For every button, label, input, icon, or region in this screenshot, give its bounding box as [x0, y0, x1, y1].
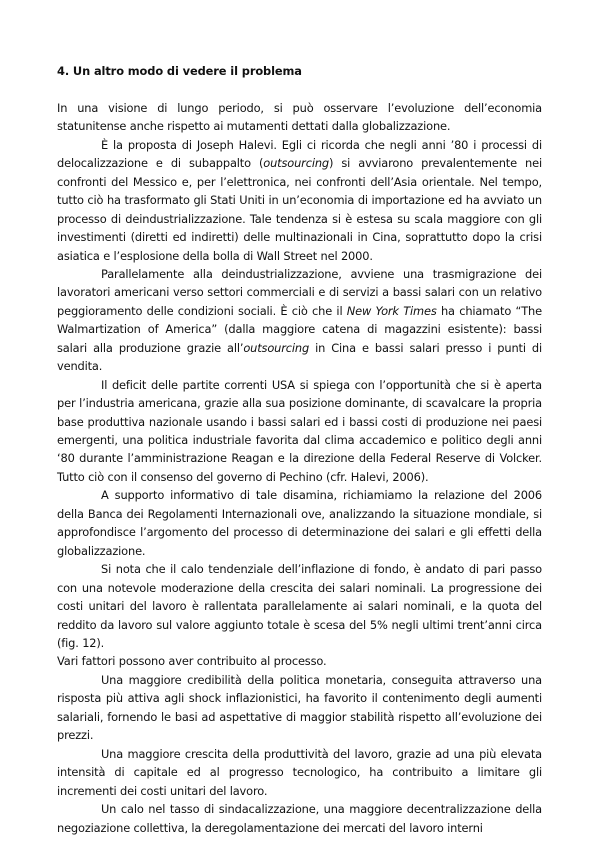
italic-term: outsourcing: [243, 340, 310, 355]
paragraph-text: ) si avviarono prevalentemente nei confronti del Messico e, per l’elettronica, nei confronti dell’Asia orientale. Nel tempo, tutto ciò ha trasformato gli Stati Uniti in un’economia di importazione ed ha avviato un processo di deindustrializzazione. Tale tendenza si è estesa su scala maggiore con gli investimenti (diretti ed indiretti) delle multinazionali in Cina, soprattutto dopo la crisi asiatica e l’esplosione della bolla di Wall Street nel 2000.: [57, 156, 542, 263]
section-title: 4. Un altro modo di vedere il problema: [57, 64, 302, 78]
document-body: [57, 62, 542, 837]
paragraph-text: Un calo nel tasso di sindacalizzazione, una maggiore decentralizzazione della negoziazione collettiva, la deregolamentazione dei mercati del lavoro interni: [57, 802, 542, 835]
paragraph-deficit: [57, 376, 542, 487]
paragraph-intro: [57, 99, 542, 136]
paragraph-text: Vari fattori possono aver contribuito al processo.: [57, 654, 327, 669]
paragraph-bri: [57, 486, 542, 560]
paragraph-walmartization: [57, 265, 542, 376]
paragraph-unionization: [57, 800, 542, 837]
paragraph-text: ha chiamato “The Walmartization of America” (dalla maggiore catena di magazzini esistente): bassi salari alla produzione grazie all’: [57, 303, 542, 355]
paragraph-text: In una visione di lungo periodo, si può osservare l’evoluzione dell’economia statunitense anche rispetto ai mutamenti dettati dalla globalizzazione.: [57, 100, 542, 134]
paragraph-text: Il deficit delle partite correnti USA si spiega con l’opportunità che si è aperta per l’industria americana, grazie alla sua posizione dominante, di scavalcare la propria base produttiva nazionale usando i bassi salari ed i bassi costi di produzione nei paesi emergenti, una politica industriale favorita dal clima accademico e politico degli anni ‘80 durante l’amministrazione Reagan e la direzione della Federal Reserve di Volcker. Tutto ciò con il consenso del governo di Pechino (cfr. Halevi, 2006).: [57, 377, 542, 484]
italic-term: New York Times: [346, 303, 437, 318]
paragraph-text: Una maggiore credibilità della politica monetaria, conseguita attraverso una risposta più attiva agli shock inflazionistici, ha favorito il contenimento degli aumenti salariali, fornendo le basi ad aspettative di maggior stabilità rispetto all’evoluzione dei prezzi.: [57, 672, 542, 743]
paragraph-factors: [57, 652, 542, 670]
paragraph-text: Parallelamente alla deindustrializzazione, avviene una trasmigrazione dei lavoratori americani verso settori commerciali e di servizi a bassi salari con un relativo peggioramento delle condizioni sociali. È ciò che il: [57, 266, 542, 318]
paragraph-productivity: [57, 745, 542, 800]
paragraph-text: Si nota che il calo tendenziale dell’inflazione di fondo, è andato di pari passo con una notevole moderazione della crescita dei salari nominali. La progressione dei costi unitari del lavoro è rallentata parallelamente ai salari nominali, e la quota del reddito da lavoro sul valore aggiunto totale è scesa del 5% negli ultimi trent’anni circa (fig. 12).: [57, 562, 542, 651]
paragraph-text: A supporto informativo di tale disamina, richiamiamo la relazione del 2006 della Banca dei Regolamenti Internazionali ove, analizzando la situazione mondiale, si approfondisce l’argomento del processo di determinazione dei salari e gli effetti della globalizzazione.: [57, 488, 542, 558]
paragraph-halevi: [57, 136, 542, 265]
italic-term: outsourcing: [263, 156, 329, 171]
paragraph-text: in Cina e bassi salari presso i punti di vendita.: [57, 340, 542, 374]
paragraph-text: È la proposta di Joseph Halevi. Egli ci ricorda che negli anni ’80 i processi di delocalizzazione e di subappalto (: [57, 137, 542, 171]
paragraph-monetary-policy: [57, 671, 542, 745]
paragraph-text: Una maggiore crescita della produttività del lavoro, grazie ad una più elevata intensità di capitale ed al progresso tecnologico, ha contribuito a limitare gli incrementi dei costi unitari del lavoro.: [57, 746, 542, 798]
spacer: [57, 80, 542, 98]
paragraph-inflation: [57, 560, 542, 652]
